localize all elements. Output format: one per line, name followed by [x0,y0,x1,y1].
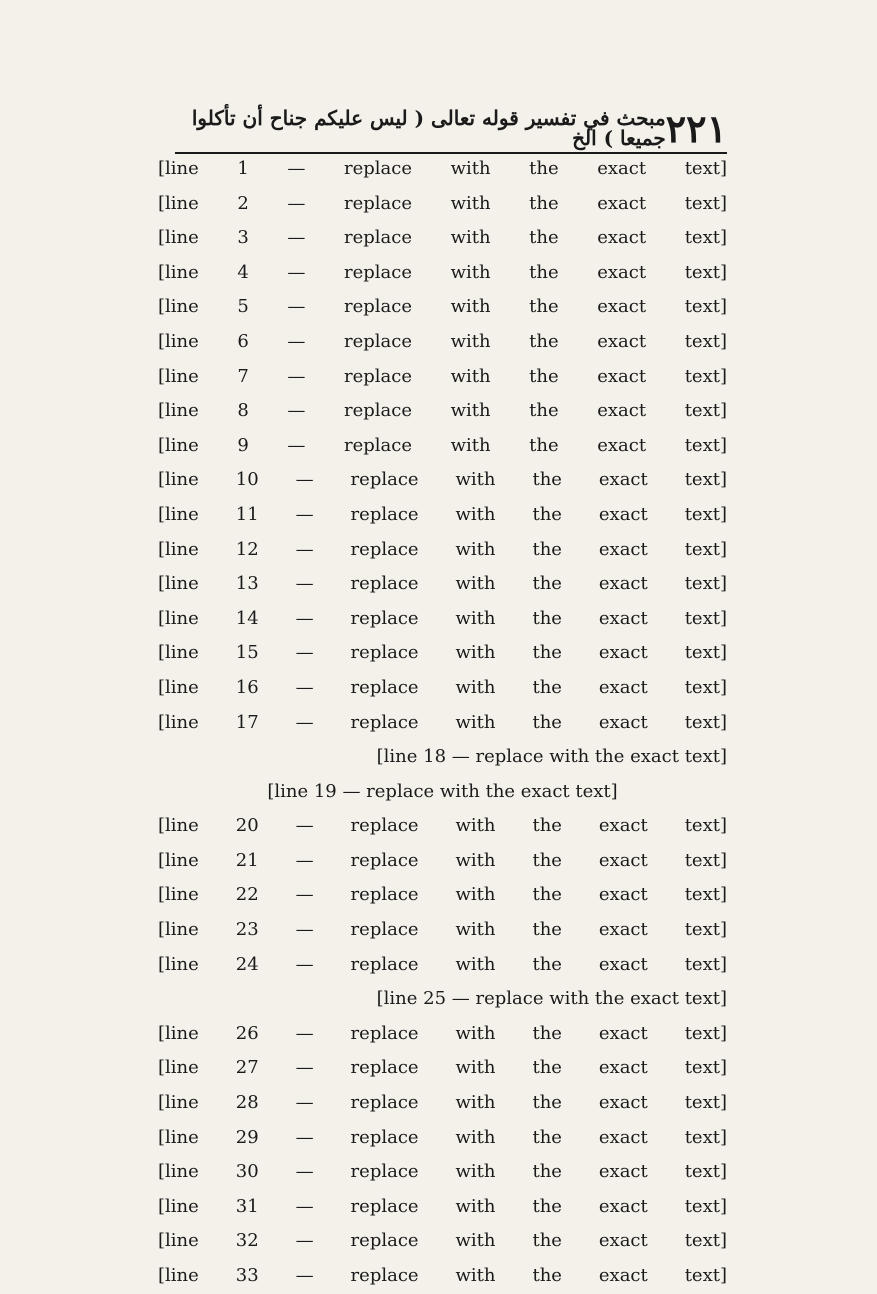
text-line: [line 14 — replace with the exact text] [158,607,727,629]
text-line: [line 21 — replace with the exact text] [158,849,727,871]
running-header [175,100,727,154]
text-line: [line 9 — replace with the exact text] [158,434,727,456]
page-number: ٢٢١ [665,106,727,151]
text-line: [line 30 — replace with the exact text] [158,1161,727,1183]
text-line: [line 22 — replace with the exact text] [158,884,727,906]
text-line: [line 23 — replace with the exact text] [158,919,727,941]
text-line: [line 6 — replace with the exact text] [158,330,727,352]
text-line: [line 18 — replace with the exact text] [376,746,727,768]
text-line: [line 33 — replace with the exact text] [158,1265,727,1286]
text-line: [line 8 — replace with the exact text] [158,400,727,422]
verse-line: [line 19 — replace with the exact text] [267,780,618,802]
text-line: [line 1 — replace with the exact text] [158,158,727,179]
text-line: [line 11 — replace with the exact text] [158,503,727,525]
text-line: [line 7 — replace with the exact text] [158,365,727,387]
text-line: [line 26 — replace with the exact text] [158,1022,727,1044]
text-line: [line 12 — replace with the exact text] [158,538,727,560]
text-line: [line 10 — replace with the exact text] [158,469,727,491]
text-line: [line 13 — replace with the exact text] [158,573,727,595]
text-line: [line 16 — replace with the exact text] [158,676,727,698]
text-line: [line 2 — replace with the exact text] [158,192,727,214]
text-line: [line 31 — replace with the exact text] [158,1195,727,1217]
text-line: [line 4 — replace with the exact text] [158,261,727,283]
text-line: [line 17 — replace with the exact text] [158,711,727,733]
text-line: [line 20 — replace with the exact text] [158,815,727,837]
body-text [158,152,727,1294]
text-line: [line 5 — replace with the exact text] [158,296,727,318]
text-line: [line 29 — replace with the exact text] [158,1126,727,1148]
text-line: [line 15 — replace with the exact text] [158,642,727,664]
text-line: [line 24 — replace with the exact text] [158,953,727,975]
text-line: [line 3 — replace with the exact text] [158,227,727,249]
text-line: [line 32 — replace with the exact text] [158,1230,727,1252]
running-header-title: مبحث في تفسير قوله تعالى ( ليس عليكم جناح أن تأكلوا جميعا ) الخ [191,106,666,150]
text-line: [line 27 — replace with the exact text] [158,1057,727,1079]
text-line: [line 25 — replace with the exact text] [376,988,727,1010]
text-line: [line 28 — replace with the exact text] [158,1092,727,1114]
